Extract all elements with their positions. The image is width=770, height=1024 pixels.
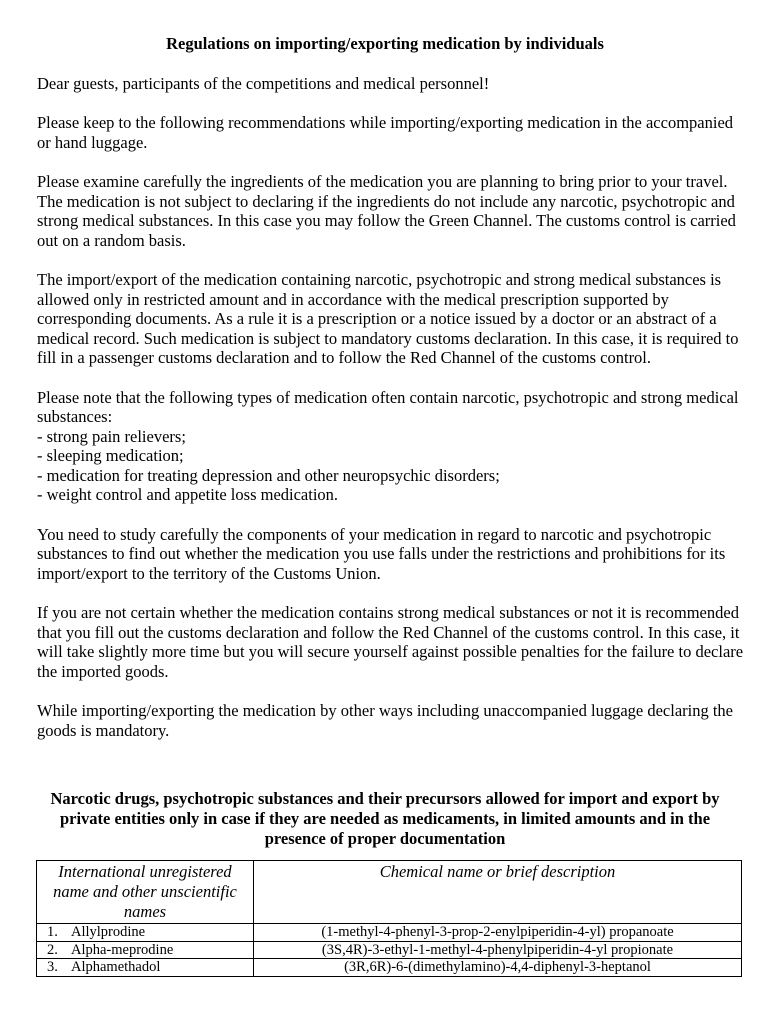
row-number: 3.: [47, 959, 58, 975]
medication-types-list: [37, 427, 745, 505]
paragraph-not-certain: If you are not certain whether the medication contains strong medical substances or not it is recommended that you fill out the customs declaration and follow the Red Channel of the customs control. In this case, it will take slightly more time but you will secure yourself against possible penalties for the failure to declare the imported goods.: [37, 603, 744, 681]
paragraph-examine-ingredients: Please examine carefully the ingredients of the medication you are planning to bring prior to your travel. The medication is not subject to declaring if the ingredients do not include any narcotic, psychotropic and strong medical substances. In this case you may follow the Green Channel. The customs control is carried out on a random basis.: [37, 171, 736, 250]
substance-name-cell: [37, 941, 254, 959]
chemical-name-cell: (1-methyl-4-phenyl-3-prop-2-enylpiperidin-4-yl) propanoate: [254, 924, 742, 942]
row-number: 1.: [47, 924, 58, 940]
substance-name: Allylprodine: [71, 924, 146, 940]
header-chemical-name: Chemical name or brief description: [254, 861, 742, 924]
table-header-row: [37, 861, 742, 924]
paragraph-import-export-rules: The import/export of the medication containing narcotic, psychotropic and strong medical substances is allowed only in restricted amount and in accordance with the medical prescription supported by corresponding documents. As a rule it is a prescription or a notice issued by a doctor or an abstract of a medical record. Such medication is subject to mandatory customs declaration. In this case, it is required to fill in a passenger customs declaration and to follow the Red Channel of the customs control.: [37, 269, 739, 368]
list-item: - sleeping medication;: [37, 446, 184, 466]
list-item: - medication for treating depression and other neuropsychic disorders;: [37, 465, 500, 485]
substances-table: [36, 860, 742, 977]
table-row: [37, 924, 742, 942]
list-item: - strong pain relievers;: [37, 426, 186, 446]
document-title: Regulations on importing/exporting medication by individuals: [166, 34, 604, 53]
paragraph-other-ways: While importing/exporting the medication by other ways including unaccompanied luggage declaring the goods is mandatory.: [37, 701, 734, 740]
substance-name-cell: [37, 924, 254, 942]
list-item: - weight control and appetite loss medication.: [37, 485, 339, 505]
table-row: [37, 941, 742, 959]
substance-name: Alphamethadol: [71, 959, 161, 975]
substance-name-cell: [37, 959, 254, 977]
document-body: [37, 74, 745, 760]
header-international-name: International unregistered name and other unscientific names: [37, 861, 254, 924]
paragraph-recommendations: Please keep to the following recommendations while importing/exporting medication in the accompanied or hand luggage.: [37, 113, 734, 152]
substance-name: Alpha-meprodine: [71, 941, 174, 958]
paragraph-greeting: Dear guests, participants of the competitions and medical personnel!: [37, 74, 490, 93]
table-title: Narcotic drugs, psychotropic substances and their precursors allowed for import and export by private entities only in case if they are needed as medicaments, in limited amounts and in the presence of proper documentation: [50, 789, 720, 848]
chemical-name-cell: (3R,6R)-6-(dimethylamino)-4,4-diphenyl-3-heptanol: [254, 959, 742, 977]
table-row: [37, 959, 742, 977]
row-number: 2.: [47, 941, 58, 958]
paragraph-types-intro: Please note that the following types of medication often contain narcotic, psychotropic and strong medical substances:: [37, 387, 739, 427]
paragraph-study-components: You need to study carefully the components of your medication in regard to narcotic and psychotropic substances to find out whether the medication you use falls under the restrictions and prohibitions for its import/export to the territory of the Customs Union.: [37, 524, 726, 583]
chemical-name-cell: (3S,4R)-3-ethyl-1-methyl-4-phenylpiperidin-4-yl propionate: [254, 941, 742, 959]
